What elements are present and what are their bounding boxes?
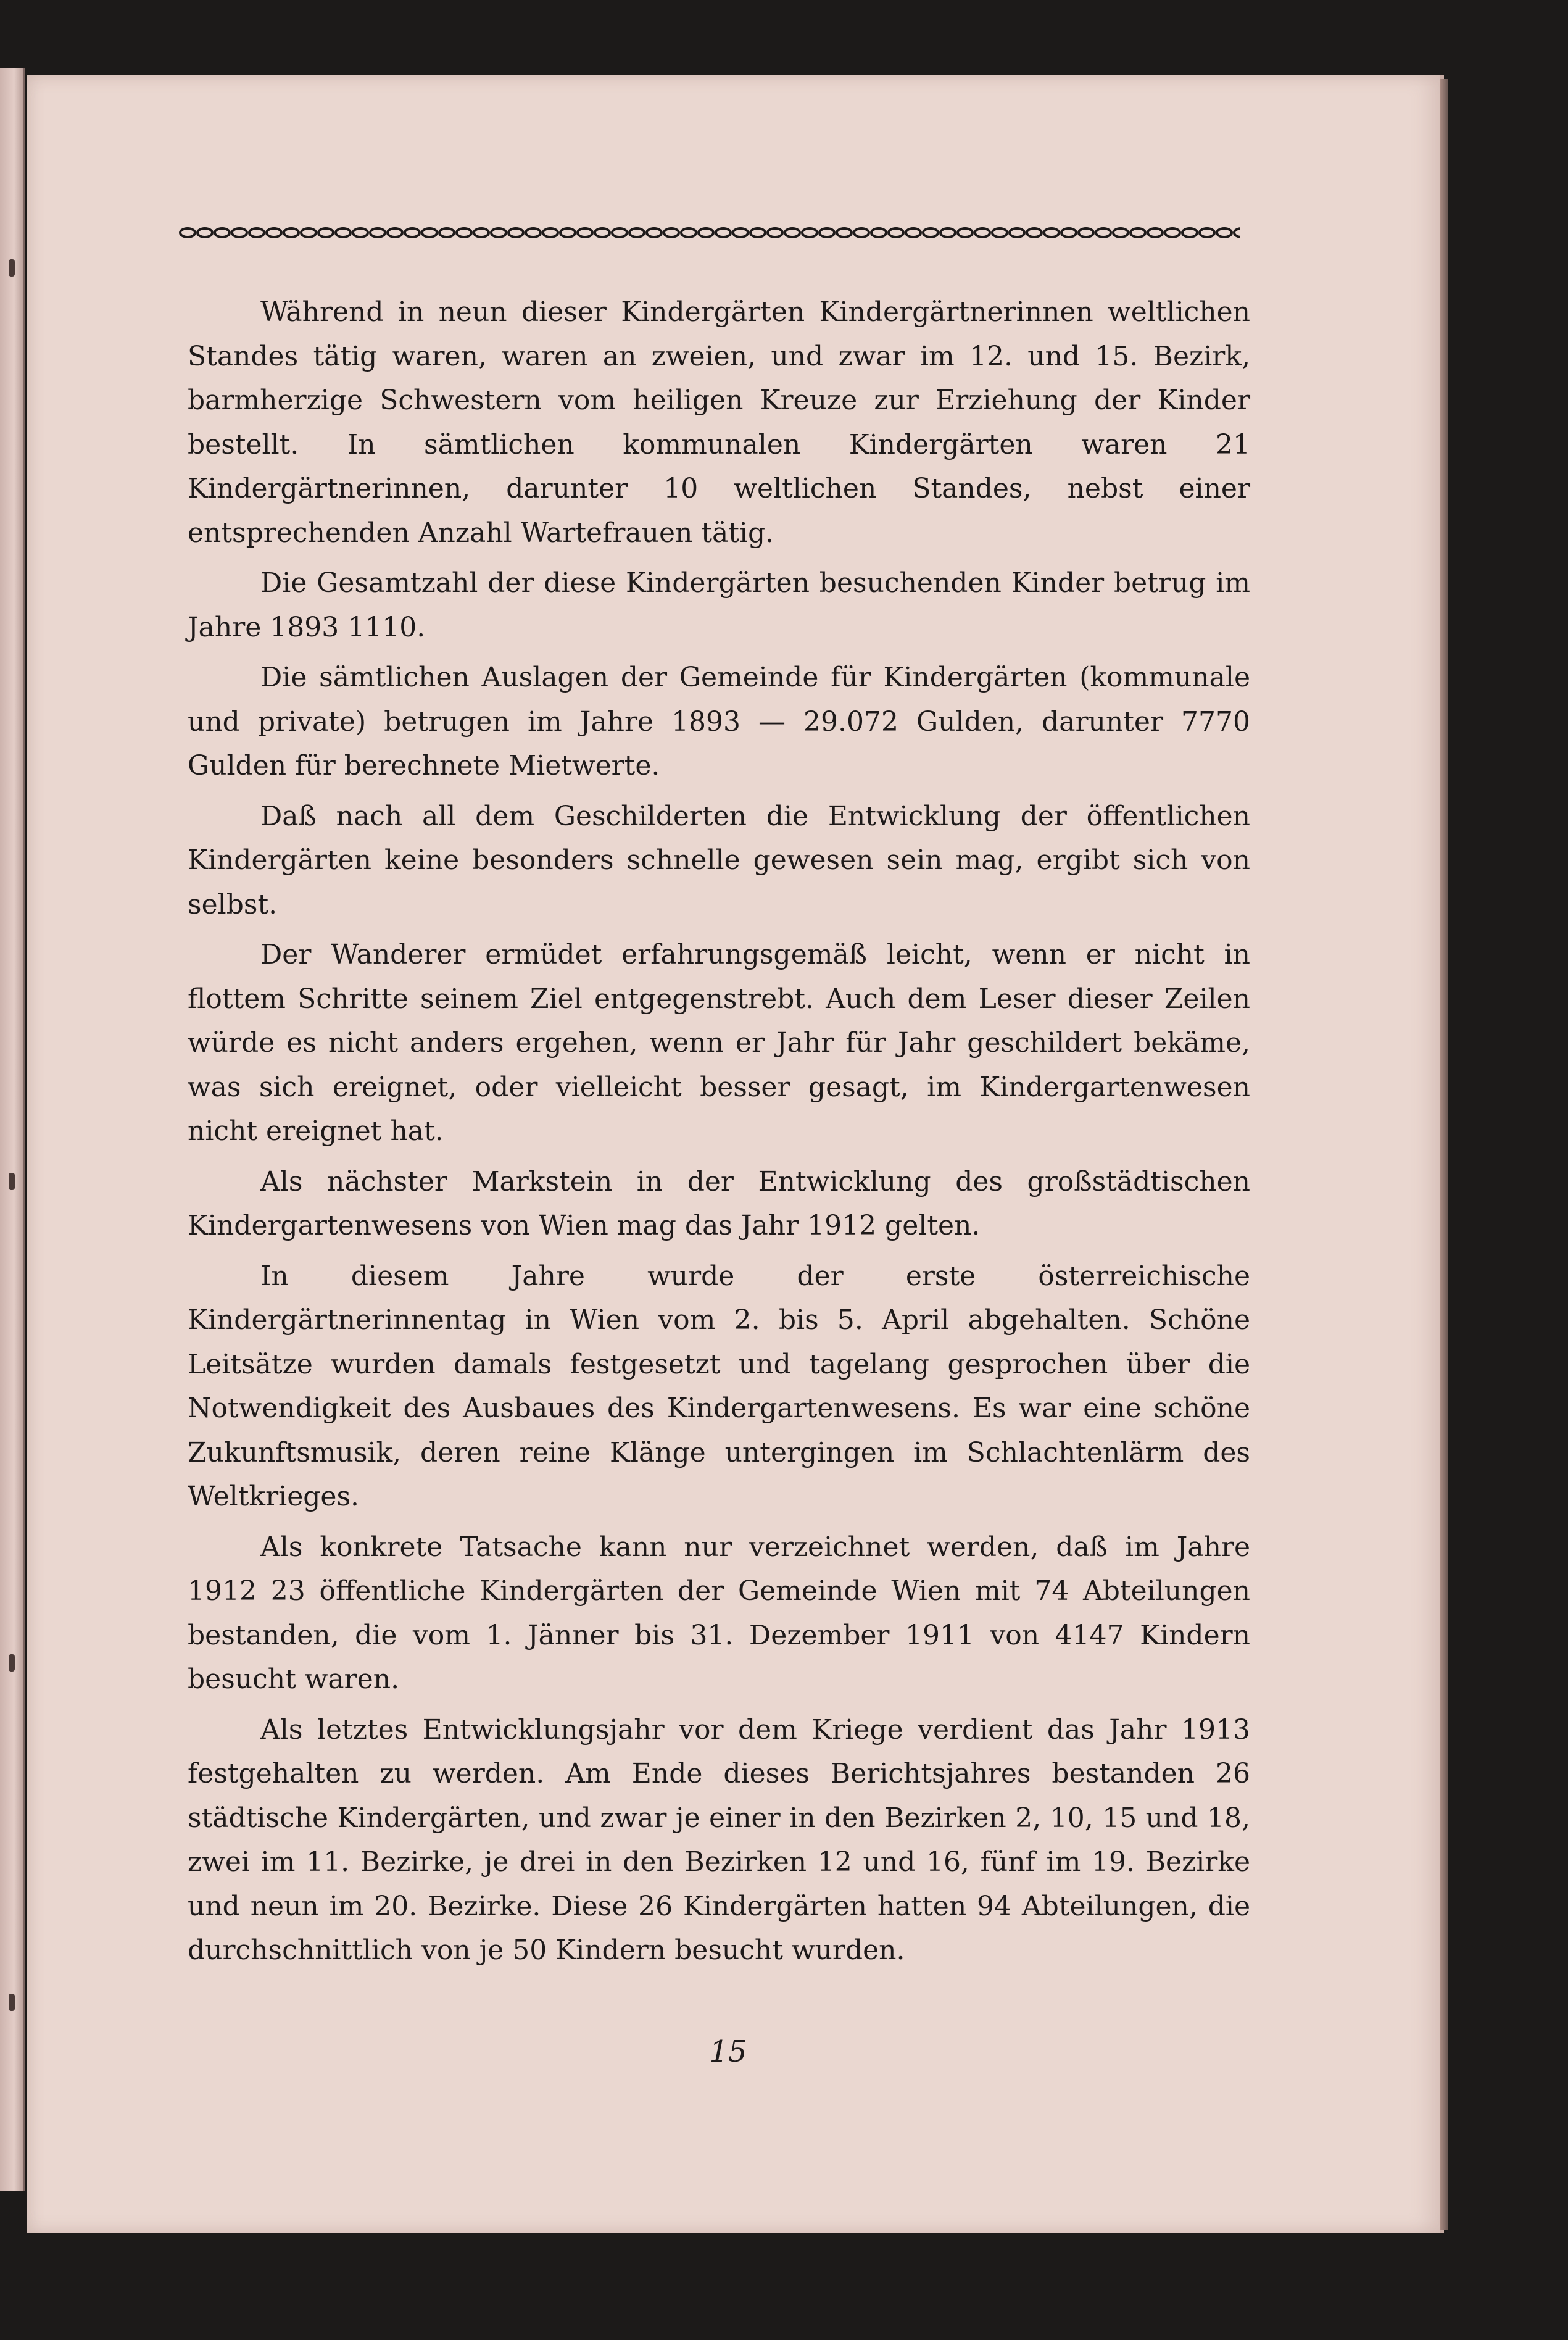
chain-border-ornament-icon: [179, 222, 1240, 243]
paragraph: Der Wanderer ermüdet erfahrungsgemäß leicht, wenn er nicht in flottem Schritte seinem Ziel entgegenstrebt. Auch dem Leser dieser Zeilen würde es nicht anders ergehen, wenn er Jahr für Jahr geschildert bekäme, was sich ereignet, oder vielleicht besser gesagt, im Kindergartenwesen nicht ereignet hat.: [188, 939, 1250, 1147]
paragraph: Als nächster Markstein in der Entwicklung des großstädtischen Kindergartenwesens von Wien mag das Jahr 1912 gelten.: [188, 1165, 1250, 1241]
binding-thread-mark: [9, 259, 15, 277]
binding-thread-mark: [9, 1173, 15, 1190]
left-page-edge: [0, 68, 25, 2191]
paragraph: Daß nach all dem Geschilderten die Entwicklung der öffentlichen Kindergärten keine besonders schnelle gewesen sein mag, ergibt sich von selbst.: [188, 800, 1250, 920]
body-text: [188, 290, 1250, 1979]
binding-thread-mark: [9, 1994, 15, 2011]
paragraph: Als konkrete Tatsache kann nur verzeichnet werden, daß im Jahre 1912 23 öffentliche Kindergärten der Gemeinde Wien mit 74 Abteilungen bestanden, die vom 1. Jänner bis 31. Dezember 1911 von 4147 Kindern besucht waren.: [188, 1531, 1250, 1695]
paragraph: In diesem Jahre wurde der erste österreichische Kindergärtnerinnentag in Wien vom 2. bis 5. April abgehalten. Schöne Leitsätze wurden damals festgesetzt und tagelang gesprochen über die Notwendigkeit des Ausbaues des Kindergartenwesens. Es war eine schöne Zukunftsmusik, deren reine Klänge untergingen im Schlachtenlärm des Weltkrieges.: [188, 1260, 1250, 1512]
binding-thread-mark: [9, 1654, 15, 1672]
paragraph: Als letztes Entwicklungsjahr vor dem Kriege verdient das Jahr 1913 festgehalten zu werden. Am Ende dieses Berichtsjahres bestanden 26 städtische Kindergärten, und zwar je einer in den Bezirken 2, 10, 15 und 18, zwei im 11. Bezirke, je drei in den Bezirken 12 und 16, fünf im 19. Bezirke und neun im 20. Bezirke. Diese 26 Kindergärten hatten 94 Abteilungen, die durchschnittlich von je 50 Kindern besucht wurden.: [188, 1713, 1250, 1966]
page-number: 15: [709, 2034, 747, 2069]
paragraph: Die Gesamtzahl der diese Kindergärten besuchenden Kinder betrug im Jahre 1893 1110.: [188, 567, 1250, 643]
paragraph: Während in neun dieser Kindergärten Kindergärtnerinnen weltlichen Standes tätig waren, waren an zweien, und zwar im 12. und 15. Bezirk, barmherzige Schwestern vom heiligen Kreuze zur Erziehung der Kinder bestellt. In sämtlichen kommunalen Kindergärten waren 21 Kindergärtnerinnen, darunter 10 weltlichen Standes, nebst einer entsprechenden Anzahl Wartefrauen tätig.: [188, 296, 1250, 549]
page-right-edge: [1440, 79, 1448, 2230]
paragraph: Die sämtlichen Auslagen der Gemeinde für Kindergärten (kommunale und private) betrugen im Jahre 1893 — 29.072 Gulden, darunter 7770 Gulden für berechnete Mietwerte.: [188, 662, 1250, 781]
